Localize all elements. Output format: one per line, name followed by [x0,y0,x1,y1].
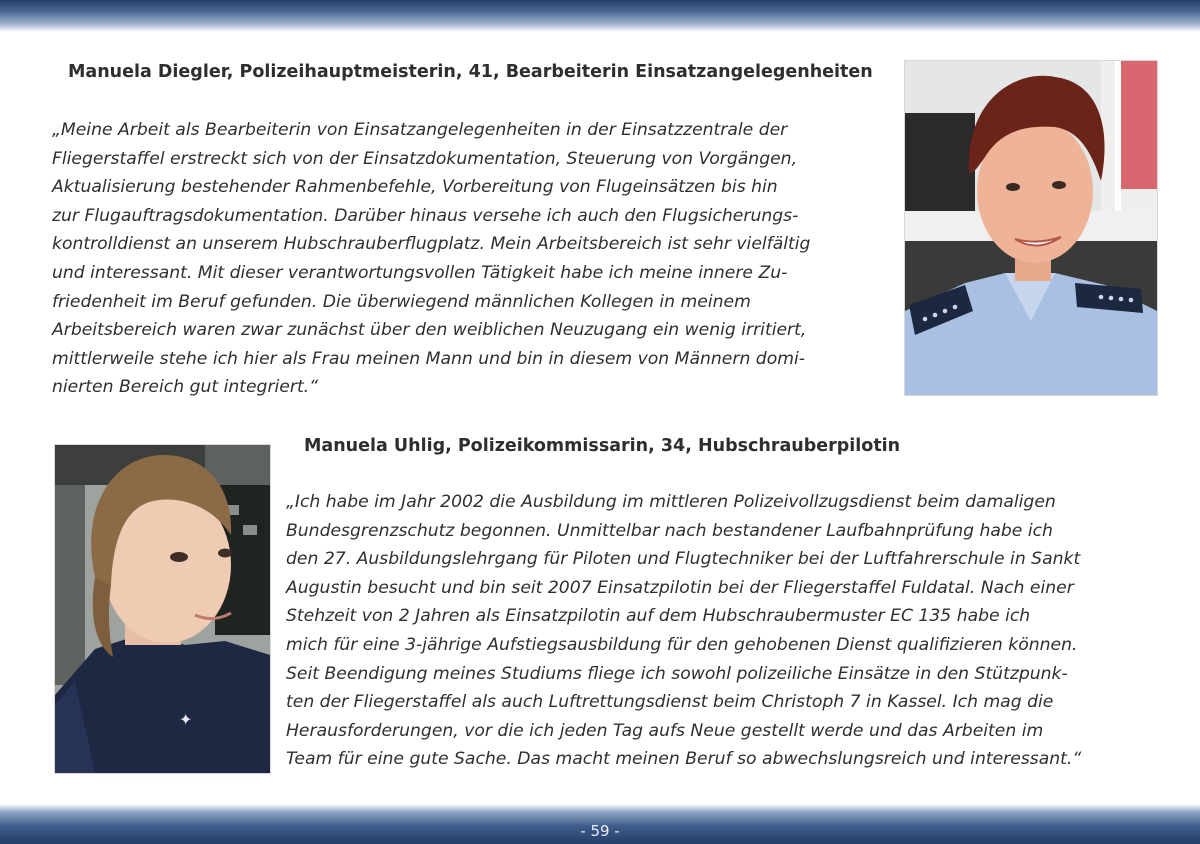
profile-1-quote: „Meine Arbeit als Bearbeiterin von Einsatzangelegenheiten in der Einsatzzentrale der Fliegerstaffel erstreckt sich von der Einsatzdokumentation, Steuerung von Vorgängen, Aktualisierung bestehender Rahmenbefehle, Vorbereitung von Flugeinsätzen bis hin zur Flugauftragsdokumentation. Darüber hinaus versehe ich auch den Flugsicherungs- kontrolldienst an unserem Hubschrauberflugplatz. Mein Arbeitsbereich ist sehr vielfältig und interessant. Mit dieser verantwortungsvollen Tätigkeit habe ich meine innere Zu- friedenheit im Beruf gefunden. Die überwiegend männlichen Kollegen in meinem Arbeitsbereich waren zwar zunächst über den weiblichen Neuzugang ein wenig irritiert, mittlerweile stehe ich hier als Frau meinen Mann und bin in diesem von Männern domi- nierten Bereich gut integriert.“ [52,120,811,398]
top-decorative-band [0,0,1200,32]
portrait-woman-pilot-in-cockpit-image [55,445,270,773]
profile-2-heading: Manuela Uhlig, Polizeikommissarin, 34, Hubschrauberpilotin [304,436,901,456]
profile-1-heading: Manuela Diegler, Polizeihauptmeisterin, 41, Bearbeiterin Einsatzangelegenheiten [68,62,873,82]
profile-1-photo [904,60,1158,396]
profile-2-photo [54,444,271,774]
page-number: - 59 - [580,822,620,840]
svg-text:✦: ✦ [179,710,193,729]
portrait-woman-light-blue-uniform-image [905,61,1157,395]
profile-2-quote: „Ich habe im Jahr 2002 die Ausbildung im mittleren Polizeivollzugsdienst beim damaligen Bundesgrenzschutz begonnen. Unmittelbar nach bestandener Laufbahnprüfung habe ich den 27. Ausbildungslehrgang für Piloten und Flugtechniker bei der Luftfahrerschule in Sankt Augustin besucht und bin seit 2007 Einsatzpilotin bei der Fliegerstaffel Fuldatal. Nach einer Stehzeit von 2 Jahren als Einsatzpilotin auf dem Hubschraubermuster EC 135 habe ich mich für eine 3-jährige Aufstiegsausbildung für den gehobenen Dienst qualifizieren können. Seit Beendigung meines Studiums fliege ich sowohl polizeiliche Einsätze in den Stützpunk- ten der Fliegerstaffel als auch Luftrettungsdienst beim Christoph 7 in Kassel. Ich mag die Herausforderungen, vor die ich jeden Tag aufs Neue gestellt werde und das Arbeiten im Team für eine gute Sache. Das macht meinen Beruf so abwechslungsreich und interessant.“ [286,492,1082,770]
